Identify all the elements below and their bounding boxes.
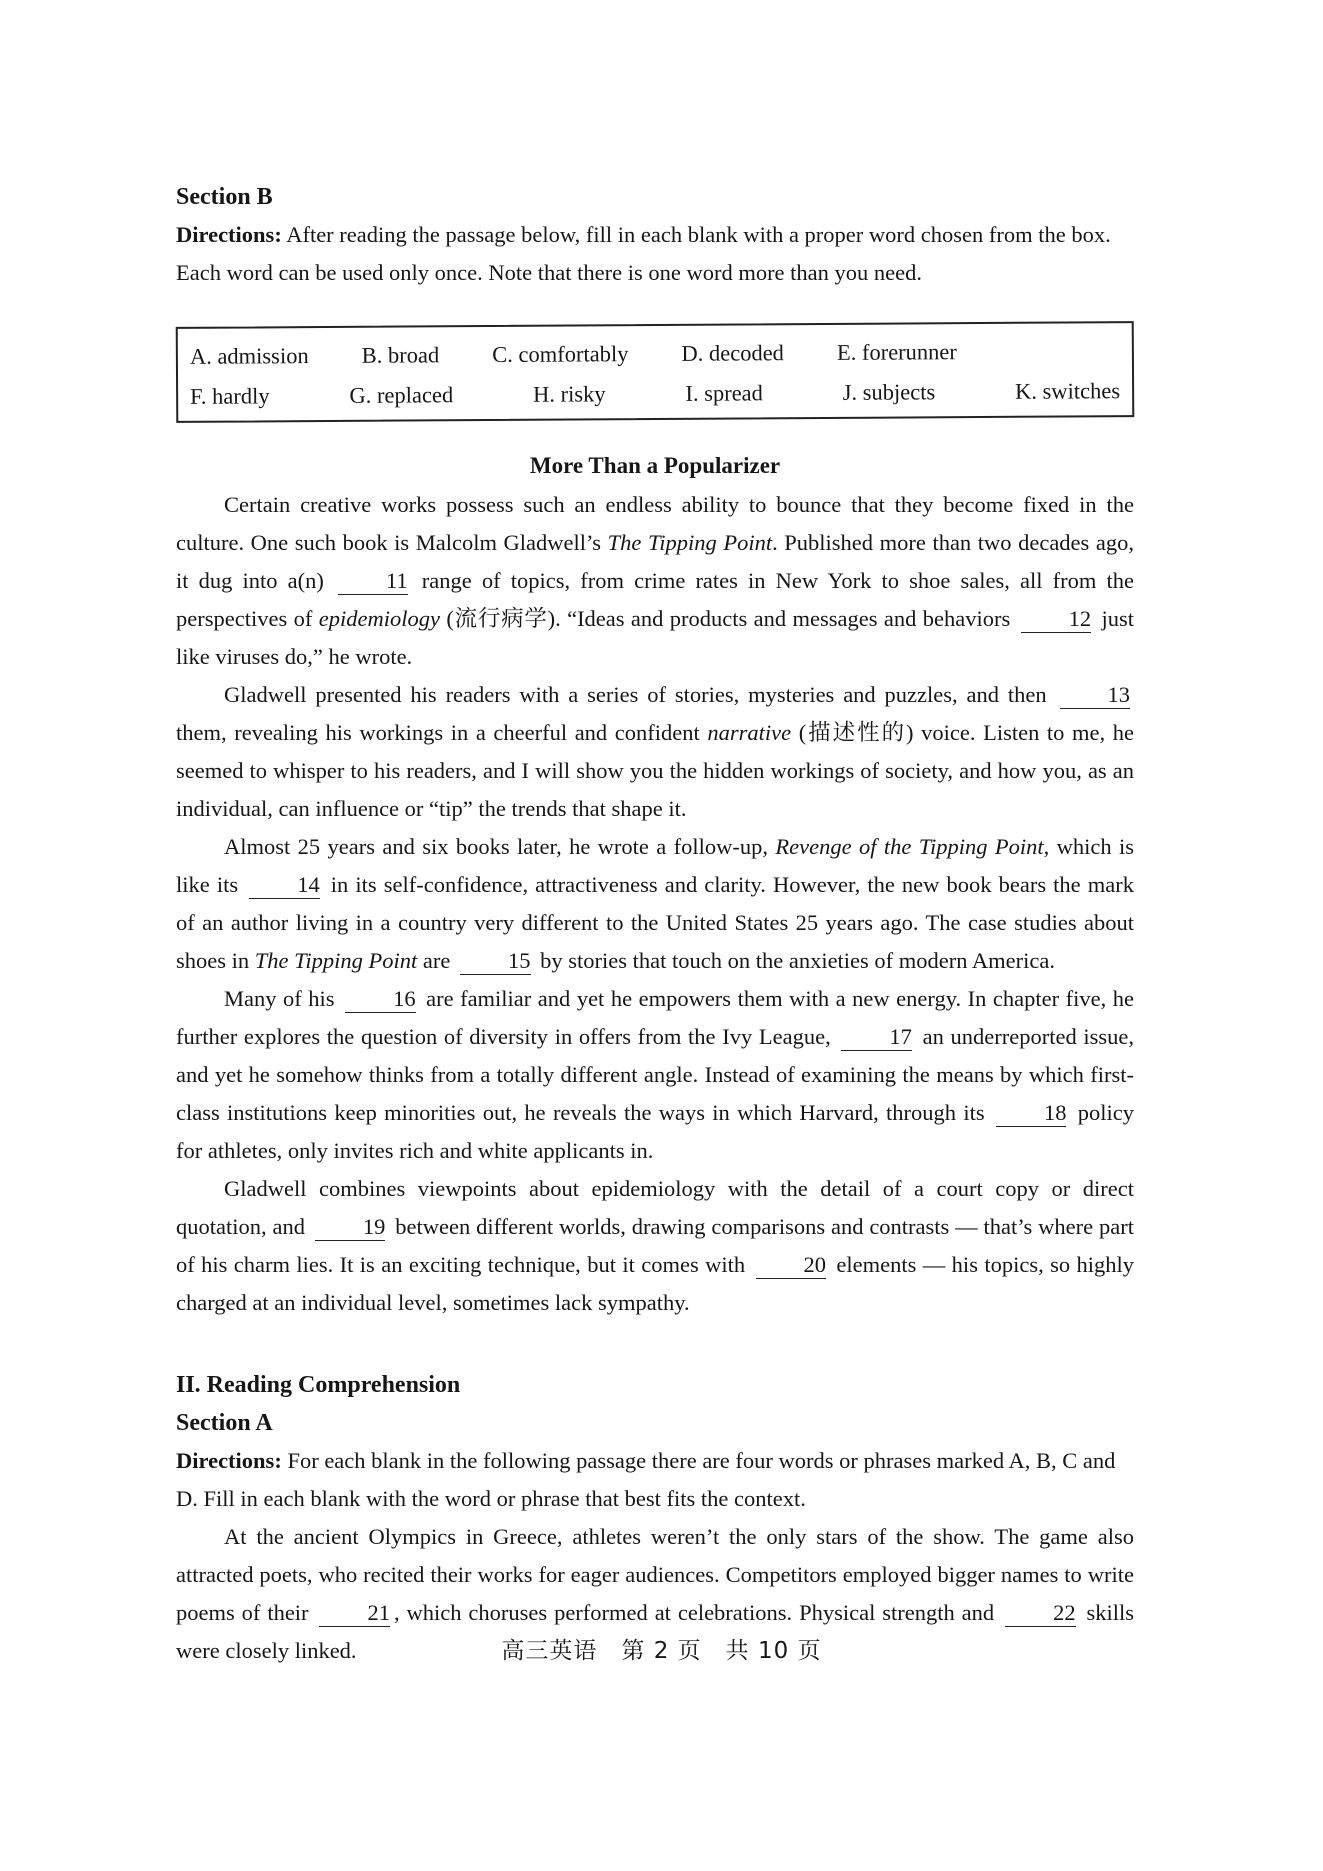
word-option: H. risky <box>532 381 606 407</box>
part-two <box>176 1366 1134 1518</box>
answer-blank-19[interactable]: 19 <box>315 1214 386 1241</box>
answer-blank-21[interactable]: 21 <box>319 1600 390 1627</box>
gloss: (描述性的) <box>791 720 914 745</box>
answer-blank-22[interactable]: 22 <box>1005 1600 1076 1627</box>
passage-title: More Than a Popularizer <box>529 453 781 478</box>
word-option: A. admission <box>189 343 309 369</box>
word-option: I. spread <box>685 380 763 406</box>
passage-paragraph-4: Many of his 16 are familiar and yet he empowers them with a new energy. In chapter five, he further explores the question of diversity in offers from the Ivy League, 17 an underreported issue, and yet he somehow thinks from a totally different angle. Instead of examining the means by which first-class institutions keep minorities out, he reveals the ways in which Harvard, through its 18 policy for athletes, only invites rich and white applicants in. <box>176 986 1134 1163</box>
answer-blank-13[interactable]: 13 <box>1060 682 1131 709</box>
answer-blank-14[interactable]: 14 <box>249 872 320 899</box>
word-option: B. broad <box>361 342 440 368</box>
olympics-paragraph: At the ancient Olympics in Greece, athletes weren’t the only stars of the show. The game also attracted poets, who recited their works for eager audiences. Competitors employed bigger names to write poems of their 21 , which choruses performed at celebrations. Physical strength and 22 skills were closely linked. <box>176 1524 1134 1663</box>
term-epidemiology: epidemiology <box>318 606 440 631</box>
answer-blank-18[interactable]: 18 <box>996 1100 1067 1127</box>
section-b-directions <box>176 216 1134 292</box>
section-b-heading: Section B <box>176 184 273 210</box>
term-narrative: narrative <box>707 720 792 745</box>
directions-text: After reading the passage below, fill in each blank with a proper word chosen from the box. Each word can be used only once. Note that there is one word more than you need. <box>176 222 1111 285</box>
word-bank-box <box>176 321 1135 423</box>
word-option: K. switches <box>1015 378 1121 404</box>
section-a-heading: Section A <box>176 1410 273 1436</box>
word-option: F. hardly <box>190 383 270 409</box>
page-footer: 高三英语 第 2 页 共 10 页 <box>501 1638 822 1664</box>
word-option: E. forerunner <box>836 339 957 365</box>
word-option: D. decoded <box>681 340 784 366</box>
directions-text: For each blank in the following passage there are four words or phrases marked A, B, C and D. Fill in each blank with the word or phrase that best fits the context. <box>176 1448 1116 1511</box>
word-bank-row <box>190 331 1120 377</box>
directions-label: Directions: <box>176 1448 282 1473</box>
book-title: The Tipping Point <box>254 948 418 973</box>
answer-blank-16[interactable]: 16 <box>345 986 416 1013</box>
gloss: (流行病学) <box>439 606 556 631</box>
book-title: Revenge of the Tipping Point <box>775 834 1044 859</box>
part-two-heading: II. Reading Comprehension <box>176 1372 461 1398</box>
book-title: The Tipping Point <box>607 530 773 555</box>
section-a-directions <box>176 1442 1134 1518</box>
answer-blank-11[interactable]: 11 <box>338 568 408 595</box>
word-option: G. replaced <box>349 382 454 408</box>
word-option: C. comfortably <box>492 341 629 367</box>
passage-paragraph-1: Certain creative works possess such an endless ability to bounce that they become fixed in the culture. One such book is Malcolm Gladwell’s The Tipping Point. Published more than two decades ago, it dug into a(n) 11 range of topics, from crime rates in New York to shoe sales, all from the perspectives of epidemiology (流行病学). “Ideas and products and messages and behaviors 12 just like viruses do,” he wrote. <box>176 492 1134 669</box>
word-option-empty <box>1010 331 1120 372</box>
directions-label: Directions: <box>176 222 282 247</box>
word-bank-row <box>190 371 1120 417</box>
answer-blank-12[interactable]: 12 <box>1021 606 1092 633</box>
passage-paragraph-5: Gladwell combines viewpoints about epidemiology with the detail of a court copy or direct quotation, and 19 between different worlds, drawing comparisons and contrasts — that’s where part of his charm lies. It is an exciting technique, but it comes with 20 elements — his topics, so highly charged at an individual level, sometimes lack sympathy. <box>176 1176 1135 1315</box>
answer-blank-15[interactable]: 15 <box>460 948 531 975</box>
answer-blank-20[interactable]: 20 <box>756 1252 827 1279</box>
answer-blank-17[interactable]: 17 <box>841 1024 912 1051</box>
passage-paragraph-2: Gladwell presented his readers with a series of stories, mysteries and puzzles, and then 13 them, revealing his workings in a cheerful and confident narrative (描述性的) voice. Listen to me, he seemed to whisper to his readers, and I will show you the hidden workings of society, and how you, as an individual, can influence or “tip” the trends that shape it. <box>176 682 1134 821</box>
page-content <box>176 178 1134 1670</box>
word-option: J. subjects <box>842 379 936 405</box>
passage-paragraph-3: Almost 25 years and six books later, he wrote a follow-up, Revenge of the Tipping Point, which is like its 14 in its self-confidence, attractiveness and clarity. However, the new book bears the mark of an author living in a country very different to the United States 25 years ago. The case studies about shoes in The Tipping Point are 15 by stories that touch on the anxieties of modern America. <box>176 834 1134 973</box>
